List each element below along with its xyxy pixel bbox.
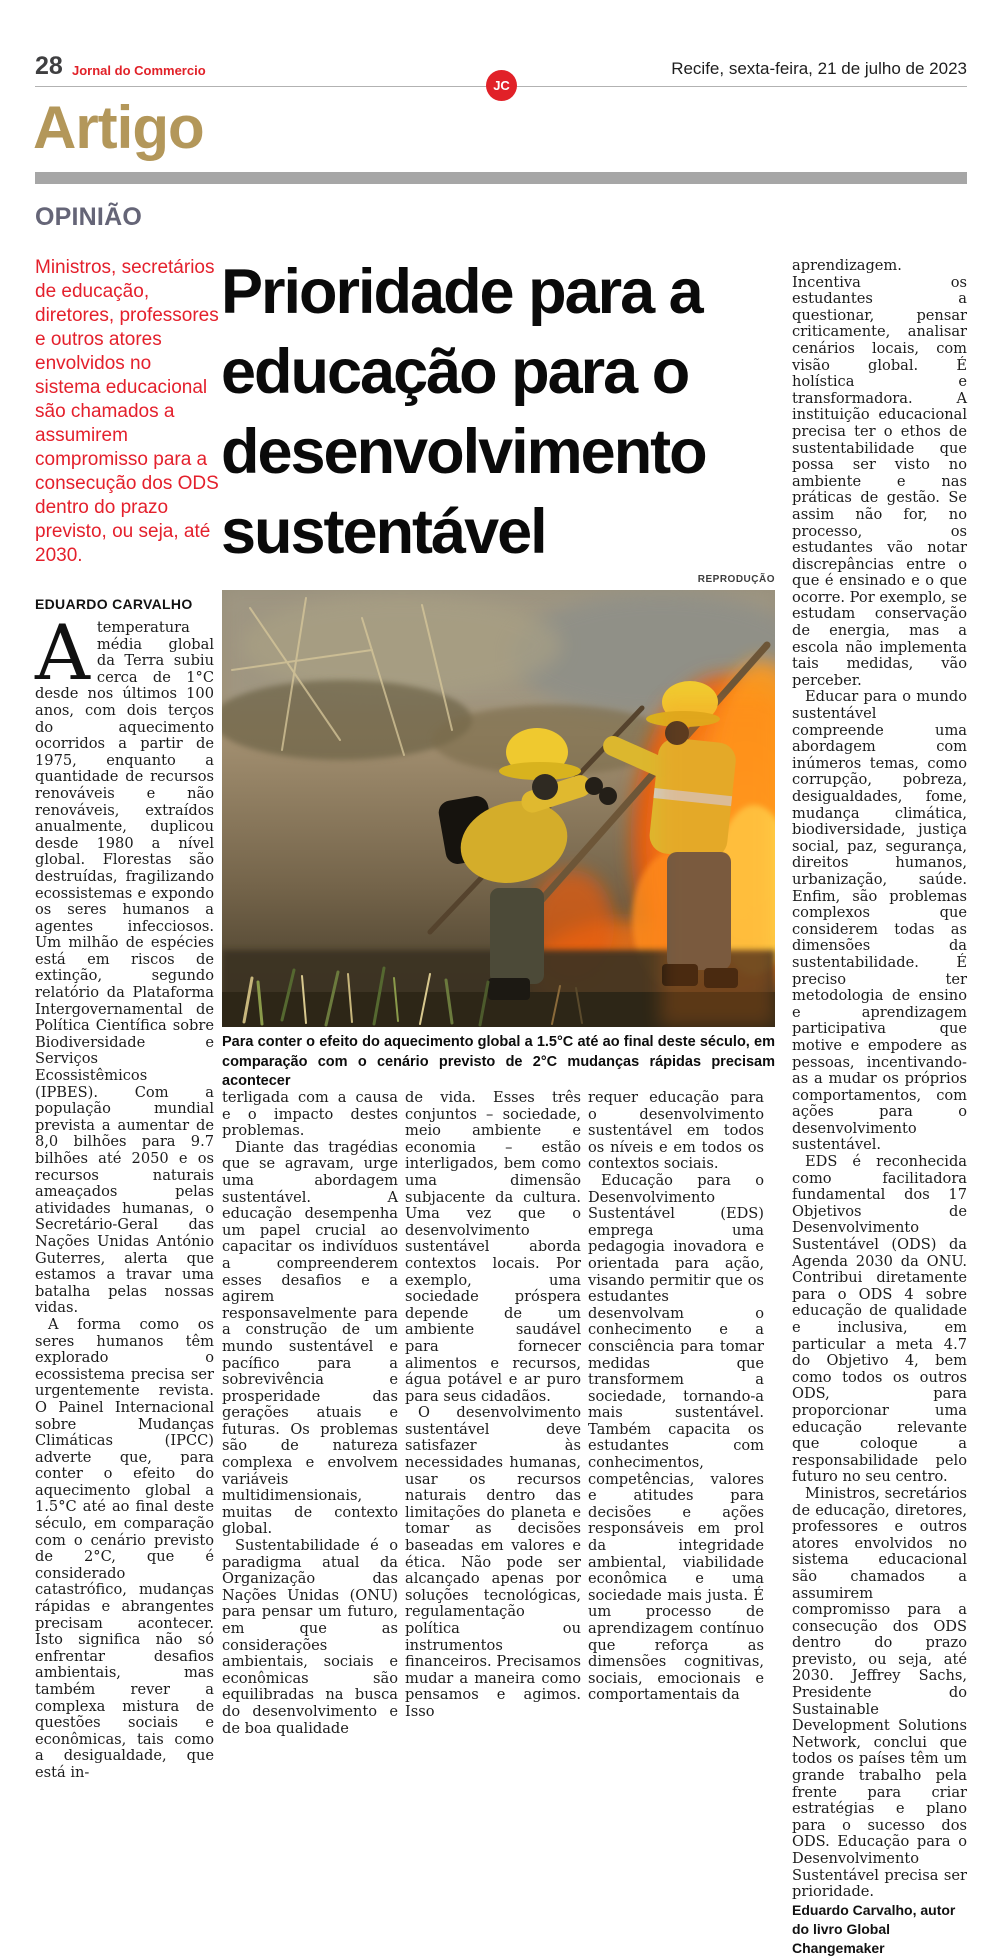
wildfire-firefighters-illustration — [222, 590, 775, 1027]
drop-cap: A — [35, 608, 90, 697]
section-divider-bar — [35, 172, 967, 184]
body-paragraph — [35, 608, 214, 1317]
photo-credit: REPRODUÇÃO — [697, 574, 775, 585]
body-paragraph: Diante das tragédias que se agravam, urge uma abordagem sustentável. A educação desempenha um papel crucial ao capacitar os indivíduos a compreenderem esses desafios e a agirem responsavelmente para a construção de um mundo sustentável e pacífico para a sobrevivência e prosperidade das gerações atuais e futuras. Os problemas são de natureza complexa e envolvem variáveis multidimensionais, muitas de contexto global. — [222, 1138, 398, 1538]
body-column-1 — [35, 608, 214, 1782]
article-photo — [222, 590, 775, 1027]
body-paragraph: Educação para o Desenvolvimento Sustentável (EDS) emprega uma pedagogia inovadora e orientada para ação, visando permitir que os estudantes desenvolvam o conhecimento e a consciência para tomar medidas que transformem a sociedade, tornando-a mais sustentável. Também capacita os estudantes com conhecimentos, competências, valores e atitudes para decisões e ações responsáveis em prol da integridade ambiental, viabilidade econômica e uma sociedade mais justa. É um processo de aprendizagem contínuo que reforça as dimensões cognitivas, sociais, emocionais e comportamentais da — [588, 1171, 764, 1704]
section-title: Artigo — [33, 94, 204, 161]
body-column-2 — [222, 1090, 398, 1737]
edition-date: Recife, sexta-feira, 21 de julho de 2023 — [671, 59, 967, 78]
paper-name: Jornal do Commercio — [72, 63, 206, 78]
photo-caption: Para conter o efeito do aquecimento global a 1.5°C até ao final deste século, em comparação com o cenário previsto de 2°C mudanças rápidas precisam acontecer — [222, 1034, 775, 1089]
page-number: 28 — [35, 52, 63, 80]
body-column-4 — [588, 1090, 764, 1704]
paragraph-text: temperatura média global da Terra subiu cerca de 1°C desde nos últimos 100 anos, com dois terços do aquecimento ocorridos a partir de 1975, enquanto a quantidade de recursos renováveis e não renováveis, extraídos anualmente, duplicou desde 1980 a nível global. Florestas são destruídas, fragilizando ecossistemas e expondo os seres humanos a agentes infecciosos. Um milhão de espécies está em riscos de extinção, segundo relatório da Plataforma Intergovernamental de Política Científica sobre Biodiversidade e Serviços Ecossistêmicos (IPBES). Com a população mundial prevista a aumentar de 8,0 bilhões para 9.7 bilhões até 2050 e os recursos naturais ameaçados pelas atividades humanas, o Secretário-Geral das Nações Unidas António Guterres, alerta que estamos a travar uma batalha pelas nossas vidas. — [35, 619, 214, 1317]
body-paragraph: terligada com a causa e o impacto destes problemas. — [222, 1089, 398, 1140]
body-paragraph: A forma como os seres humanos têm explorado o ecossistema precisa ser urgentemente revista. O Painel Internacional sobre Mudanças Climáticas (IPCC) adverte que, para conter o efeito do aquecimento global a 1.5°C até ao final deste século, em comparação com o cenário previsto de 2°C, que é considerado catastrófico, mudanças rápidas e abrangentes precisam acontecer. Isto significa não só enfrentar desafios ambientais, mas também rever a complexa mistura de questões sociais e econômicas, tais como a desigualdade, que está in- — [35, 1315, 214, 1781]
body-paragraph: EDS é reconhecida como facilitadora fundamental dos 17 Objetivos de Desenvolvimento Sustentável (ODS) da Agenda 2030 da ONU. Contribui diretamente para o ODS 4 sobre educação de qualidade e inclusiva, em particular a meta 4.7 do Objetivo 4, bem como todos os outros ODS, para proporcionar uma educação relevante que coloque a responsabilidade pelo futuro no seu centro. — [792, 1153, 967, 1486]
opinion-kicker: OPINIÃO — [35, 203, 142, 231]
body-paragraph: de vida. Esses três conjuntos – sociedade, meio ambiente e economia – estão interligados, bem como uma dimensão subjacente da cultura. Uma vez que o desenvolvimento sustentável aborda contextos locais. Por exemplo, uma sociedade próspera depende de um ambiente saudável para fornecer alimentos e recursos, água potável e ar puro para seus cidadãos. — [405, 1089, 581, 1405]
jc-logo — [486, 70, 517, 101]
article-headline: Prioridade para a educação para o desenvolvimento sustentável — [221, 257, 706, 567]
body-paragraph: Educar para o mundo sustentável compreende uma abordagem com inúmeros temas, como corrupção, pobreza, desigualdades, fome, mudança climática, biodiversidade, justiça social, paz, segurança, direitos humanos, urbanização, saúde. Enfim, são problemas complexos que considerem todas as dimensões da sustentabilidade. É preciso ter metodologia de ensino e aprendizagem participativa que motive e empodere as pessoas, incentivando-as a mudar os próprios comportamentos, com ações para o desenvolvimento sustentável. — [792, 688, 967, 1154]
author-bio: Eduardo Carvalho, autor do livro Global Changemaker — [792, 1901, 956, 1956]
body-paragraph: aprendizagem. Incentiva os estudantes a questionar, pensar criticamente, analisar cenários locais, com visão global. É holística e transformadora. A instituição educacional precisa ter o ethos de sustentabilidade que possa ser visto no ambiente e nas práticas de gestão. Se assim não for, no processo, os estudantes vão notar discrepâncias entre o que é ensinado e o que ocorre. Por exemplo, se estudam conservação de energia, mas a escola não implementa tais medidas, vão perceber. — [792, 257, 967, 689]
author-byline: EDUARDO CARVALHO — [35, 596, 193, 612]
body-paragraph: Sustentabilidade é o paradigma atual da Organização das Nações Unidas (ONU) para pensar um futuro, em que as considerações ambientais, sociais e econômicas são equilibradas na busca do desenvolvimento e de boa qualidade — [222, 1537, 398, 1737]
body-column-3 — [405, 1090, 581, 1721]
body-paragraph: O desenvolvimento sustentável deve satisfazer às necessidades humanas, usar os recursos naturais dentro das limitações do planeta e tomar as decisões baseadas em valores e ética. Não pode ser alcançado apenas por soluções tecnológicas, regulamentação política ou instrumentos financeiros. Precisamos mudar a maneira como pensamos e agimos. Isso — [405, 1404, 581, 1720]
jc-logo-text: JC — [493, 78, 510, 93]
standfirst: Ministros, secretários de educação, diretores, professores e outros atores envolvidos no sistema educacional são chamados a assumirem compromisso para a consecução dos ODS dentro do prazo previsto, ou seja, até 2030. — [35, 257, 219, 566]
body-paragraph: Ministros, secretários de educação, diretores, professores e outros atores envolvidos no sistema educacional são chamados a assumirem compromisso para a consecução dos ODS dentro do prazo previsto, ou seja, até 2030. Jeffrey Sachs, Presidente do Sustainable Development Solutions Network, conclui que todos os países têm um grande trabalho pela frente para criar estratégias e plano para o sucesso dos ODS. Educação para o Desenvolvimento Sustentável precisa ser prioridade. — [792, 1484, 967, 1901]
body-column-5 — [792, 258, 967, 1958]
body-paragraph: requer educação para o desenvolvimento sustentável em todos os níveis e em todos os contextos sociais. — [588, 1089, 764, 1173]
